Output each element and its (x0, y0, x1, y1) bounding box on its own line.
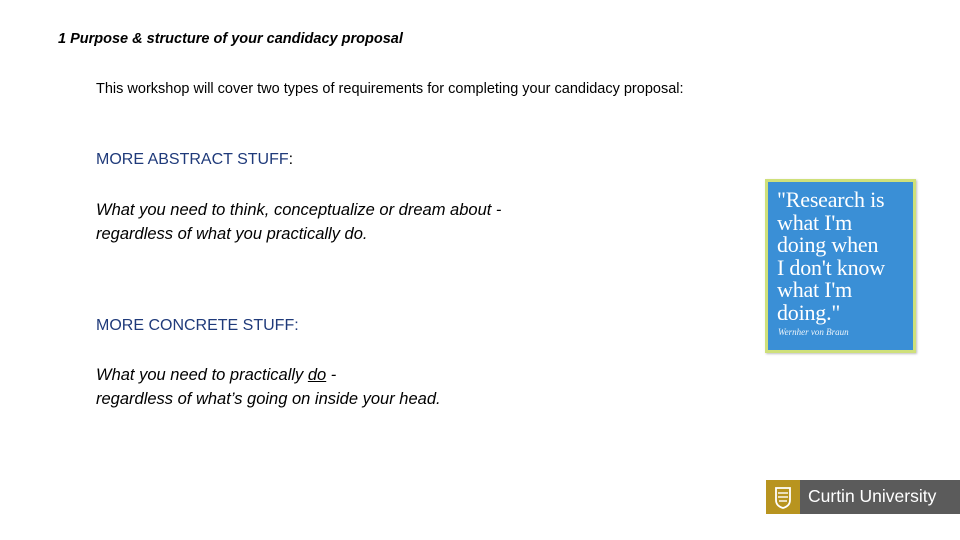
concrete-body (96, 363, 441, 411)
quote-line-6: doing." (777, 299, 841, 325)
curtin-crest-icon (766, 480, 800, 514)
logo-text: Curtin University (808, 486, 937, 506)
concrete-body-line-2: regardless of what’s going on inside your head. (96, 390, 441, 408)
quote-text (777, 189, 885, 324)
quote-line-3: doing when (777, 232, 879, 257)
abstract-heading-label: MORE ABSTRACT STUFF (96, 151, 289, 168)
concrete-body-line-1-start: What you need to practically (96, 366, 308, 384)
abstract-body-line-2: regardless of what you practically do. (96, 225, 368, 243)
concrete-body-line-1 (96, 363, 441, 387)
concrete-heading-label: MORE CONCRETE STUFF: (96, 317, 299, 334)
concrete-body-line-1-end: - (326, 366, 337, 384)
quote-line-5: what I'm (777, 277, 853, 302)
quote-line-1: "Research is (777, 187, 885, 212)
quote-line-2: what I'm (777, 209, 853, 235)
abstract-body (96, 198, 501, 246)
quote-signature: Wernher von Braun (778, 327, 849, 337)
abstract-heading (96, 151, 293, 169)
quote-line-4: I don't know (777, 254, 885, 280)
abstract-heading-colon: : (288, 151, 294, 168)
quote-image (765, 179, 916, 353)
curtin-university-logo (766, 480, 960, 514)
concrete-heading (96, 317, 299, 335)
abstract-body-line-1: What you need to think, conceptualize or dream about - (96, 201, 502, 219)
slide-title: 1 Purpose & structure of your candidacy proposal (58, 31, 403, 47)
concrete-body-underlined-do: do (307, 366, 327, 384)
intro-text: This workshop will cover two types of requirements for completing your candidacy proposal: (96, 81, 684, 97)
